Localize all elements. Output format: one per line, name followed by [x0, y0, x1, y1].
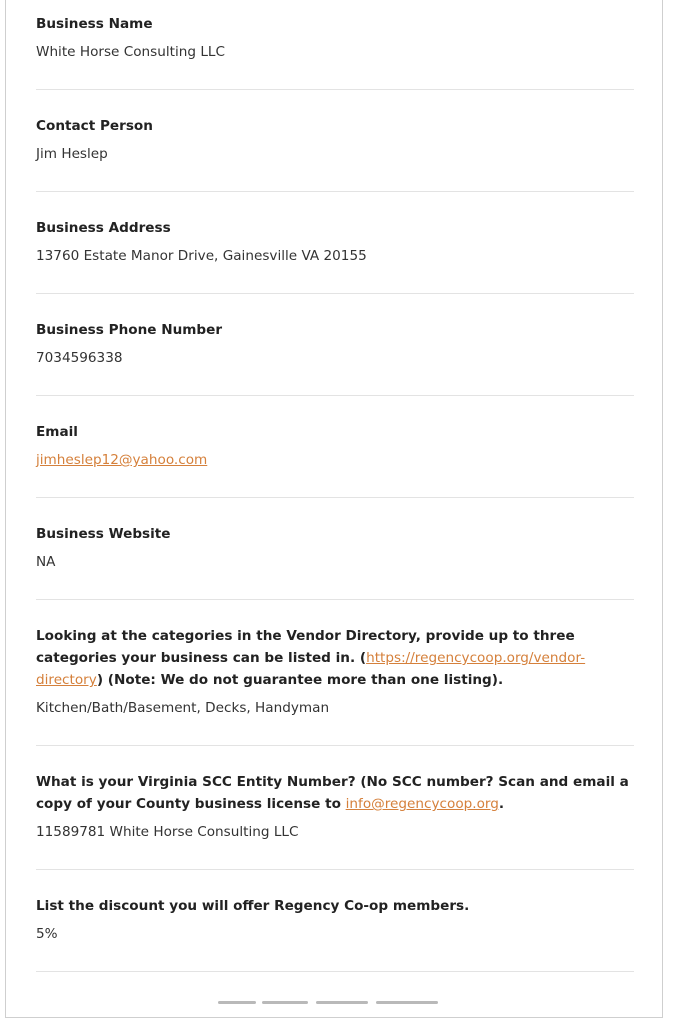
divider	[36, 745, 634, 746]
divider	[36, 89, 634, 90]
divider	[36, 191, 634, 192]
label-text: ) (Note: We do not guarantee more than one listing).	[96, 672, 504, 688]
divider	[36, 971, 634, 972]
field-label: Business Name	[36, 16, 153, 32]
field-contact-person	[36, 115, 634, 164]
field-vendor-categories	[36, 625, 634, 718]
field-label: Business Address	[36, 220, 171, 236]
field-email	[36, 421, 634, 470]
field-value: 5%	[36, 926, 58, 942]
field-label: Email	[36, 424, 78, 440]
field-value: 11589781 White Horse Consulting LLC	[36, 824, 299, 840]
info-email-link[interactable]: info@regencycoop.org	[345, 796, 499, 812]
field-value: 13760 Estate Manor Drive, Gainesville VA 20155	[36, 248, 367, 264]
field-value: Kitchen/Bath/Basement, Decks, Handyman	[36, 700, 330, 716]
field-label	[36, 625, 634, 691]
label-text: .	[498, 796, 505, 812]
divider	[36, 395, 634, 396]
field-value: NA	[36, 554, 56, 570]
cut-off-footer-text	[0, 999, 677, 1013]
field-label: Business Website	[36, 526, 171, 542]
label-text: Looking at the categories in the Vendor Directory, provide up to three categories your business can be listed in. (	[36, 628, 575, 666]
field-business-phone	[36, 319, 634, 368]
divider	[36, 869, 634, 870]
field-business-address	[36, 217, 634, 266]
field-scc-entity-number	[36, 771, 634, 842]
field-value: White Horse Consulting LLC	[36, 44, 225, 60]
divider	[36, 599, 634, 600]
field-label: List the discount you will offer Regency Co-op members.	[36, 898, 470, 914]
field-label: Business Phone Number	[36, 322, 223, 338]
label-text: What is your Virginia SCC Entity Number? (No SCC number? Scan and email a copy of your County business license to	[36, 774, 629, 812]
vendor-directory-link[interactable]: https://regencycoop.org/vendor-directory	[36, 650, 586, 688]
field-label	[36, 771, 634, 815]
field-business-website	[36, 523, 634, 572]
divider	[36, 497, 634, 498]
field-member-discount	[36, 895, 634, 944]
field-value: Jim Heslep	[36, 146, 108, 162]
email-link[interactable]: jimheslep12@yahoo.com	[36, 452, 208, 468]
field-value: 7034596338	[36, 350, 123, 366]
divider	[36, 293, 634, 294]
field-label: Contact Person	[36, 118, 153, 134]
field-business-name	[36, 13, 634, 62]
